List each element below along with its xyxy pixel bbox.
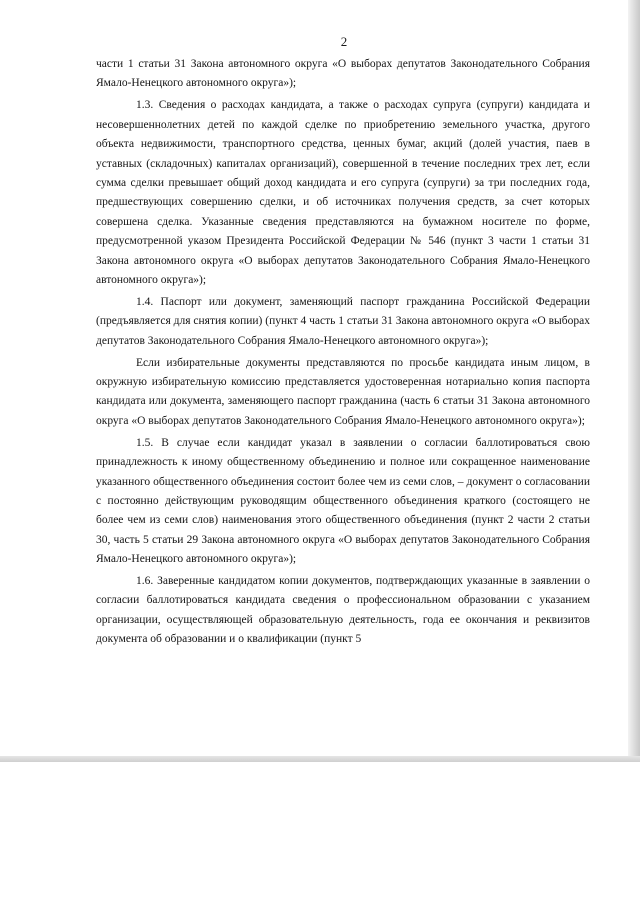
paragraph-1-3: 1.3. Сведения о расходах кандидата, а также о расходах супруга (супруги) кандидата и несовершеннолетних детей по каждой сделке по приобретению земельного участка, другого объекта недвижимости, транспортного средства, ценных бумаг, акций (долей участия, паев в уставных (складочных) капиталах организаций), совершенной в течение последних трех лет, если сумма сделки превышает общий доход кандидата и его супруга (супруги) за три последних года, предшествующих совершению сделки, и об источниках получения средств, за счет которых совершена сделка. Указанные сведения представляются на бумажном носителе по форме, предусмотренной указом Президента Российской Федерации № 546 (пункт 3 части 1 статьи 31 Закона автономного округа «О выборах депутатов Законодательного Собрания Ямало-Ненецкого автономного округа»);	[96, 99, 590, 286]
paragraph-1-6: 1.6. Заверенные кандидатом копии документов, подтверждающих указанные в заявлении о согласии баллотироваться кандидата сведения о профессиональном образовании с указанием организации, осуществляющей образовательную деятельность, года ее окончания и реквизитов документа об образовании и о квалификации (пункт 5	[96, 575, 590, 646]
paragraph-continuation: части 1 статьи 31 Закона автономного округа «О выборах депутатов Законодательного Собрания Ямало-Ненецкого автономного округа»);	[96, 58, 590, 90]
paragraph-1-4: 1.4. Паспорт или документ, заменяющий паспорт гражданина Российской Федерации (предъявляется для снятия копии) (пункт 4 часть 1 статьи 31 Закона автономного округа «О выборах депутатов Законодательного Собрания Ямало-Ненецкого автономного округа»);	[96, 295, 590, 347]
paragraph-proxy-note: Если избирательные документы представляются по просьбе кандидата иным лицом, в окружную избирательную комиссию представляется удостоверенная нотариально копия паспорта кандидата или документа, заменяющего паспорт гражданина (часть 6 статьи 31 Закона автономного округа «О выборах депутатов Законодательного Собрания Ямало-Ненецкого автономного округа»);	[96, 356, 590, 427]
document-body	[96, 55, 590, 652]
page-edge-shadow	[628, 0, 640, 762]
paragraph-1-5: 1.5. В случае если кандидат указал в заявлении о согласии баллотироваться свою принадлежность к иному общественному объединению и полное или сокращенное наименование указанного общественного объединения состоит более чем из семи слов, – документ о согласовании с постоянно действующим руководящим общественного объединения краткого (состоящего не более чем из семи слов) наименования этого общественного объединения (пункт 2 части 2 статьи 30, часть 5 статьи 29 Закона автономного округа «О выборах депутатов Законодательного Собрания Ямало-Ненецкого автономного округа»);	[96, 436, 590, 566]
page-bottom-edge	[0, 756, 640, 762]
page-number: 2	[340, 34, 348, 49]
